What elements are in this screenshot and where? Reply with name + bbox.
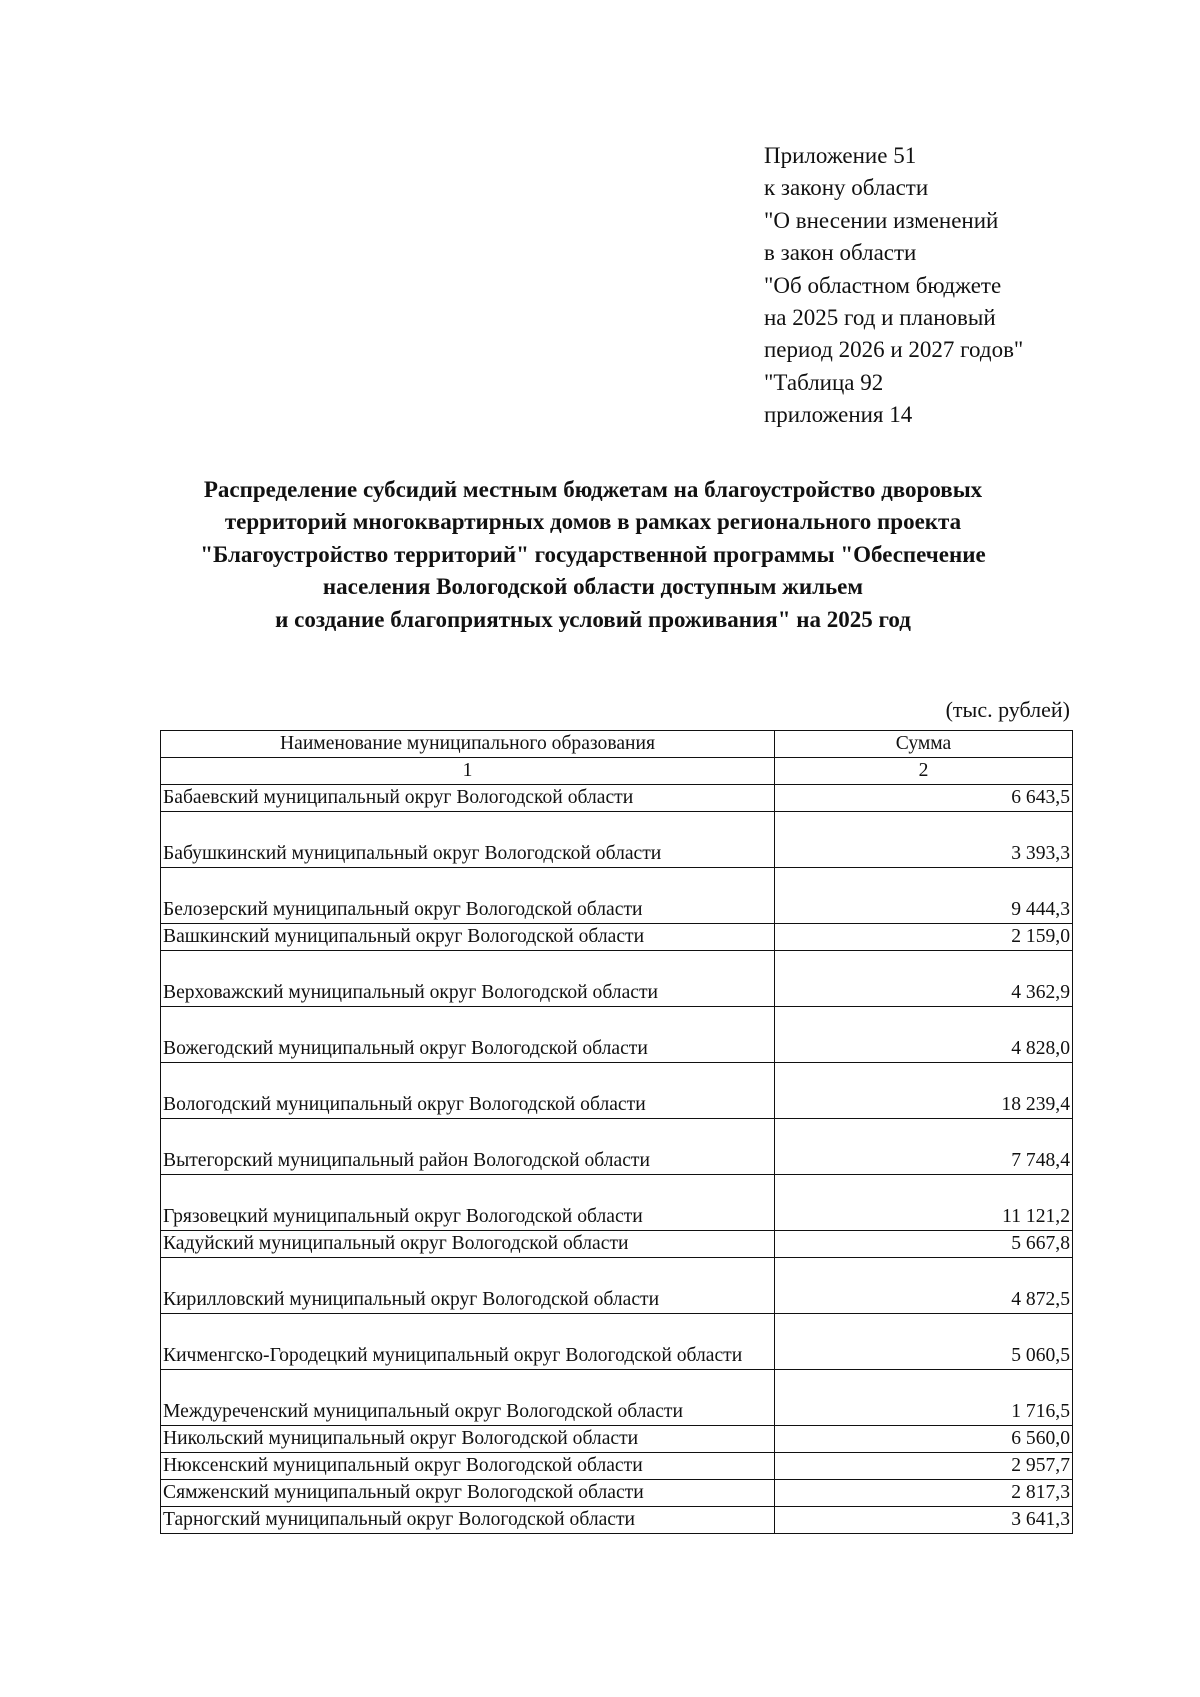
column-number-row: [161, 758, 1073, 785]
appendix-line: в закон области: [764, 240, 917, 266]
table-row: [161, 1007, 1073, 1063]
table-row: [161, 951, 1073, 1007]
municipality-name: Междуреченский муниципальный округ Вологодской области: [161, 1370, 775, 1426]
subsidy-amount: 1 716,5: [775, 1370, 1073, 1426]
title-line: и создание благоприятных условий проживания" на 2025 год: [275, 606, 911, 632]
subsidy-amount: 2 957,7: [775, 1453, 1073, 1480]
table-row: [161, 812, 1073, 868]
header-municipality: Наименование муниципального образования: [161, 731, 775, 758]
municipality-name: Сямженский муниципальный округ Вологодской области: [161, 1480, 775, 1507]
table-row: [161, 1453, 1073, 1480]
municipality-name: Вологодский муниципальный округ Вологодской области: [161, 1063, 775, 1119]
title-line: Распределение субсидий местным бюджетам на благоустройство дворовых: [203, 477, 983, 502]
municipality-name: Верховажский муниципальный округ Вологодской области: [161, 951, 775, 1007]
appendix-line: к закону области: [764, 175, 929, 201]
subsidy-amount: 3 393,3: [775, 812, 1073, 868]
subsidy-amount: 9 444,3: [775, 868, 1073, 924]
column-number: 2: [775, 758, 1073, 785]
title-line: "Благоустройство территорий" государственной программы "Обеспечение: [200, 541, 986, 567]
subsidy-table: [160, 730, 1073, 1534]
subsidy-amount: 2 159,0: [775, 924, 1073, 951]
subsidy-amount: 7 748,4: [775, 1119, 1073, 1175]
subsidy-amount: 5 667,8: [775, 1231, 1073, 1258]
table-row: [161, 1314, 1073, 1370]
appendix-line: на 2025 год и плановый: [764, 305, 996, 331]
subsidy-amount: 5 060,5: [775, 1314, 1073, 1370]
table-row: [161, 868, 1073, 924]
table-header-row: [161, 731, 1073, 758]
table-row: [161, 1119, 1073, 1175]
subsidy-amount: 6 560,0: [775, 1426, 1073, 1453]
appendix-line: "Об областном бюджете: [764, 272, 1002, 298]
subsidy-amount: 4 828,0: [775, 1007, 1073, 1063]
municipality-name: Вытегорский муниципальный район Вологодской области: [161, 1119, 775, 1175]
column-number: 1: [161, 758, 775, 785]
title-line: населения Вологодской области доступным жильем: [322, 574, 864, 600]
municipality-name: Грязовецкий муниципальный округ Вологодской области: [161, 1175, 775, 1231]
municipality-name: Нюксенский муниципальный округ Вологодской области: [161, 1453, 775, 1480]
municipality-name: Вашкинский муниципальный округ Вологодской области: [161, 924, 775, 951]
table-row: [161, 1426, 1073, 1453]
subsidy-amount: 4 362,9: [775, 951, 1073, 1007]
subsidy-amount: 18 239,4: [775, 1063, 1073, 1119]
document-title: [150, 474, 1036, 636]
table-row: [161, 1231, 1073, 1258]
table-row: [161, 924, 1073, 951]
table-row: [161, 1507, 1073, 1534]
appendix-line: приложения 14: [764, 402, 913, 428]
appendix-line: период 2026 и 2027 годов": [764, 337, 1024, 363]
table-row: [161, 785, 1073, 812]
subsidy-amount: 11 121,2: [775, 1175, 1073, 1231]
appendix-line: Приложение 51: [764, 143, 917, 168]
municipality-name: Бабушкинский муниципальный округ Вологодской области: [161, 812, 775, 868]
subsidy-amount: 6 643,5: [775, 785, 1073, 812]
appendix-line: "Таблица 92: [764, 369, 884, 395]
subsidy-amount: 3 641,3: [775, 1507, 1073, 1534]
municipality-name: Кичменгско-Городецкий муниципальный округ Вологодской области: [161, 1314, 775, 1370]
municipality-name: Белозерский муниципальный округ Вологодской области: [161, 868, 775, 924]
municipality-name: Никольский муниципальный округ Вологодской области: [161, 1426, 775, 1453]
municipality-name: Вожегодский муниципальный округ Вологодской области: [161, 1007, 775, 1063]
units-label: (тыс. рублей): [945, 697, 1070, 722]
municipality-name: Кирилловский муниципальный округ Вологодской области: [161, 1258, 775, 1314]
subsidy-amount: 4 872,5: [775, 1258, 1073, 1314]
table-row: [161, 1258, 1073, 1314]
table-row: [161, 1175, 1073, 1231]
table-row: [161, 1370, 1073, 1426]
table-row: [161, 1063, 1073, 1119]
appendix-reference: [764, 140, 1184, 432]
table-body: [161, 785, 1073, 1534]
municipality-name: Бабаевский муниципальный округ Вологодской области: [161, 785, 775, 812]
subsidy-amount: 2 817,3: [775, 1480, 1073, 1507]
header-amount: Сумма: [775, 731, 1073, 758]
title-line: территорий многоквартирных домов в рамках регионального проекта: [224, 509, 962, 535]
municipality-name: Кадуйский муниципальный округ Вологодской области: [161, 1231, 775, 1258]
table-row: [161, 1480, 1073, 1507]
municipality-name: Тарногский муниципальный округ Вологодской области: [161, 1507, 775, 1534]
appendix-line: "О внесении изменений: [764, 207, 999, 233]
